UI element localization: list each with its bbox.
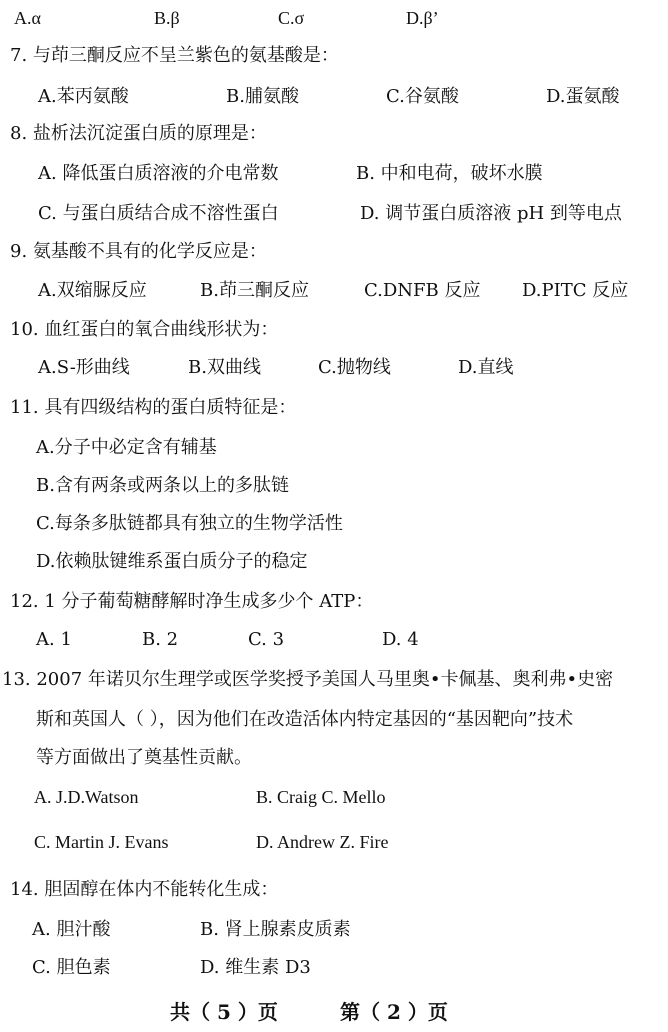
option-d: D. 调节蛋白质溶液 pH 到等电点 [360, 203, 622, 224]
option-d: D. 维生素 D3 [200, 957, 311, 978]
page-number: 第（ 2 ）页 [340, 1000, 448, 1024]
question-stem-line: 等方面做出了奠基性贡献。 [36, 747, 252, 768]
option-a: A.苯丙氨酸 [38, 86, 129, 107]
option-d: D.β’ [406, 8, 439, 28]
option-c: C. 与蛋白质结合成不溶性蛋白 [38, 203, 279, 224]
option-a: A. 1 [36, 629, 72, 650]
option-a: A. J.D.Watson [34, 787, 139, 807]
question-stem: 10. 血红蛋白的氧合曲线形状为： [10, 319, 279, 340]
option-b: B.含有两条或两条以上的多肽链 [36, 475, 289, 496]
question-stem: 11. 具有四级结构的蛋白质特征是： [10, 397, 297, 418]
option-b: B. 中和电荷，破坏水膜 [356, 163, 543, 184]
option-b: B.茚三酮反应 [200, 280, 309, 301]
option-c: C. 3 [248, 629, 285, 650]
option-b: B. 2 [142, 629, 179, 650]
option-b: B.β [154, 8, 180, 28]
option-d: D.PITC 反应 [522, 280, 629, 301]
option-d: D. Andrew Z. Fire [256, 832, 389, 852]
question-stem-line: 13. 2007 年诺贝尔生理学或医学奖授予美国人马里奥•卡佩基、奥利弗•史密 [2, 669, 614, 690]
question-stem: 9. 氨基酸不具有的化学反应是： [10, 241, 267, 262]
question-stem-line: 斯和英国人（ ），因为他们在改造活体内特定基因的“基因靶向”技术 [36, 709, 574, 730]
option-c: C.DNFB 反应 [364, 280, 481, 301]
option-c: C. 胆色素 [32, 957, 111, 978]
option-a: A.分子中必定含有辅基 [36, 437, 217, 458]
option-b: B. Craig C. Mello [256, 787, 386, 807]
option-b: B.双曲线 [188, 357, 261, 378]
page-total: 共（ 5 ）页 [170, 1000, 278, 1024]
option-a: A.双缩脲反应 [38, 280, 147, 301]
option-c: C. Martin J. Evans [34, 832, 169, 852]
option-b: B.脯氨酸 [226, 86, 299, 107]
option-a: A.α [14, 8, 41, 28]
option-c: C.每条多肽链都具有独立的生物学活性 [36, 513, 343, 534]
option-d: D.蛋氨酸 [546, 86, 620, 107]
option-a: A. 降低蛋白质溶液的介电常数 [38, 163, 279, 184]
option-d: D.直线 [458, 357, 514, 378]
question-stem: 14. 胆固醇在体内不能转化生成： [10, 879, 279, 900]
option-d: D. 4 [382, 629, 419, 650]
option-d: D.依赖肽键维系蛋白质分子的稳定 [36, 551, 308, 572]
option-a: A. 胆汁酸 [32, 919, 111, 940]
option-c: C.谷氨酸 [386, 86, 459, 107]
question-stem: 7. 与茚三酮反应不呈兰紫色的氨基酸是： [10, 45, 339, 66]
option-c: C.抛物线 [318, 357, 391, 378]
question-stem: 8. 盐析法沉淀蛋白质的原理是： [10, 123, 267, 144]
option-c: C.σ [278, 8, 305, 28]
question-stem: 12. 1 分子葡萄糖酵解时净生成多少个 ATP： [10, 591, 374, 612]
option-a: A.S-形曲线 [38, 357, 130, 378]
option-b: B. 肾上腺素皮质素 [200, 919, 351, 940]
